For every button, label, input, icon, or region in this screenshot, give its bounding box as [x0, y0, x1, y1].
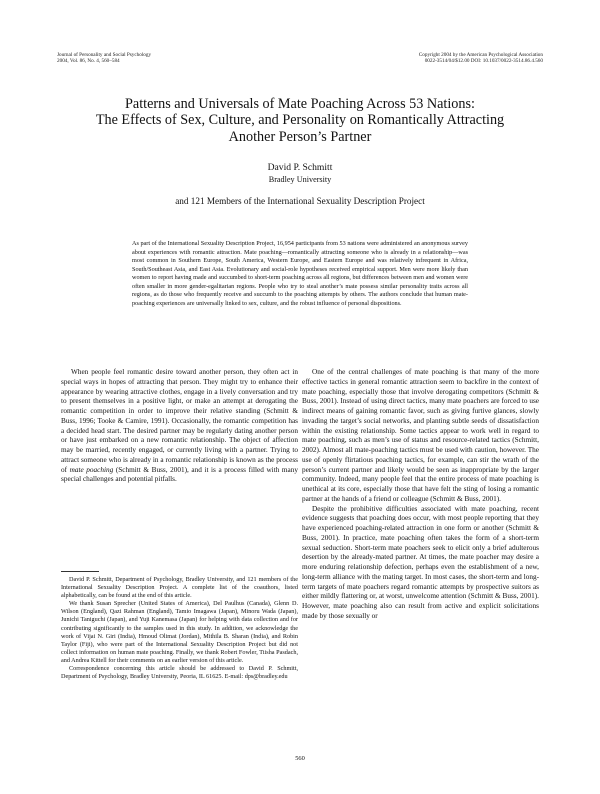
footnote-correspondence: Correspondence concerning this article should be addressed to David P. Schmitt, Department of Psychology, Bradley University, Peoria, IL 61625. E-mail: dps@bradley.edu	[61, 665, 298, 681]
title-line-1: Patterns and Universals of Mate Poaching Across 53 Nations:	[125, 96, 475, 112]
body-text: (Schmitt & Buss, 2001), and it is a process filled with many special challenges and potential pitfalls.	[61, 465, 299, 484]
doi-line: 0022-3514/04/$12.00 DOI: 10.1037/0022-3514.86.4.560	[424, 58, 543, 65]
body-paragraph: Despite the prohibitive difficulties associated with mate poaching, recent evidence suggests that poaching does occur, with most people reporting that they have experienced poaching-related attraction in one form or another (Schmitt & Buss, 2001). In practice, mate poaching often takes the form of a short-term sexual seduction. Short-term mate poachers seek to elicit only a brief adulterous desertion by the already-mated partner. At times, the mate poacher may desire a more enduring relationship defection, perhaps even the establishment of a new, long-term alliance with the mating target. In most cases, the short-term and long-term targets of mate poachers regard romantic attempts by prospective suitors as either mildly flattering or, at worst, unwelcome attention (Schmitt & Buss, 2001). However, mate poaching also can result from active and explicit solicitations made by those sexually or	[302, 504, 539, 620]
footnote-acknowledgments: We thank Susan Sprecher (United States of America), Del Paulhus (Canada), Glenn D. Wilson (England), Qazi Rahman (England), Tamio Imagawa (Japan), Minoru Wada (Japan), Junichi Taniguchi (Japan), and Yuji Kanemasa (Japan) for helping with data collection and for contributing significantly to the samples used in this study. In addition, we acknowledge the work of Vijai N. Giri (India), Hmoud Olimat (Jordan), Mithila B. Sharan (India), and Robin Taylor (Fiji), who were part of the International Sexuality Description Project but did not collect information on human mate poaching. Finally, we thank Robert Fowler, Tiisha Pasdach, and Andrea Kittell for their comments on an earlier version of this article.	[61, 600, 298, 664]
body-column-right	[302, 368, 539, 622]
footnote-divider	[61, 571, 99, 572]
page-number: 560	[295, 755, 305, 762]
body-column-left	[61, 368, 298, 485]
title-line-3: Another Person’s Partner	[228, 128, 372, 145]
body-text: When people feel romantic desire toward another person, they often act in special ways in hopes of attracting that person. They might try to enhance their appearance by wearing attractive clothes, engage in a lively conversation and try to present themselves in a positive light, or make an attempt at derogating the romantic competition in order to improve their relative standing (Schmitt & Buss, 1996; Tooke & Camire, 1991). Occasionally, the romantic competition has a decided head start. The desired partner may be regularly dating another person or have just embarked on a new romantic relationship. The object of affection may be married, recently engaged, or currently living with a partner. Trying to attract someone who is already in a romantic relationship is known as the process of	[61, 368, 298, 474]
author-note	[61, 576, 298, 681]
copyright-notice: Copyright 2004 by the American Psychological Association	[418, 52, 543, 58]
author-name: David P. Schmitt	[267, 162, 333, 173]
body-paragraph	[61, 368, 298, 485]
copyright-info	[419, 52, 543, 65]
abstract: As part of the International Sexuality Description Project, 16,954 participants from 53 nations were administered an anonymous survey about experiences with romantic attraction. Mate poaching—romantically attracting someone who is already in a relationship—was most common in Southern Europe, South America, Western Europe, and Eastern Europe and was relatively infrequent in Africa, South/Southeast Asia, and East Asia. Evolutionary and social-role hypotheses received empirical support. Men were more likely than women to report having made and succumbed to short-term poaching across all regions, but differences between men and women were often smaller in more gender-egalitarian regions. People who try to steal another’s mate possess similar personality traits across all regions, as do those who frequently receive and succumb to the poaching attempts by others. The authors conclude that human mate-poaching experiences are universally linked to sex, culture, and the robust influence of personal dispositions.	[132, 240, 468, 307]
coauthors-line: and 121 Members of the International Sexuality Description Project	[175, 196, 425, 206]
journal-volume: 2004, Vol. 86, No. 4, 560–584	[57, 58, 120, 65]
author-affiliation: Bradley University	[268, 175, 332, 184]
body-text-italic: mate poaching	[69, 465, 114, 474]
article-title	[60, 96, 540, 145]
footnote-affiliation: David P. Schmitt, Department of Psychology, Bradley University, and 121 members of the International Sexuality Description Project. A complete list of the coauthors, listed alphabetically, can be found at the end of this article.	[61, 576, 298, 600]
title-line-2: The Effects of Sex, Culture, and Personality on Romantically Attracting	[95, 112, 505, 129]
journal-info	[57, 52, 151, 65]
journal-name: Journal of Personality and Social Psychology	[57, 52, 152, 58]
body-paragraph: One of the central challenges of mate poaching is that many of the more effective tactics in general romantic attraction seem to backfire in the context of mate poaching, especially those that involve derogating competitors (Schmitt & Buss, 2001). Instead of using direct tactics, many mate poachers are forced to use indirect means of gaining romantic favor, such as giving furtive glances, slowly invading the target’s social networks, and planting subtle seeds of dissatisfaction within the existing relationship. Some tactics appear to work well in regard to mate poaching, such as men’s use of status and resource-related tactics (Schmitt, 2002). Almost all mate-poaching tactics must be used with caution, however. The use of openly flirtatious poaching tactics, for example, can stir the wrath of the person’s current partner and likely would be seen as inappropriate by the larger community. Indeed, many people feel that the entire process of mate poaching is unethical at its core, especially those that have felt the sting of losing a romantic partner at the hands of a friend or colleague (Schmitt & Buss, 2001).	[302, 368, 539, 503]
